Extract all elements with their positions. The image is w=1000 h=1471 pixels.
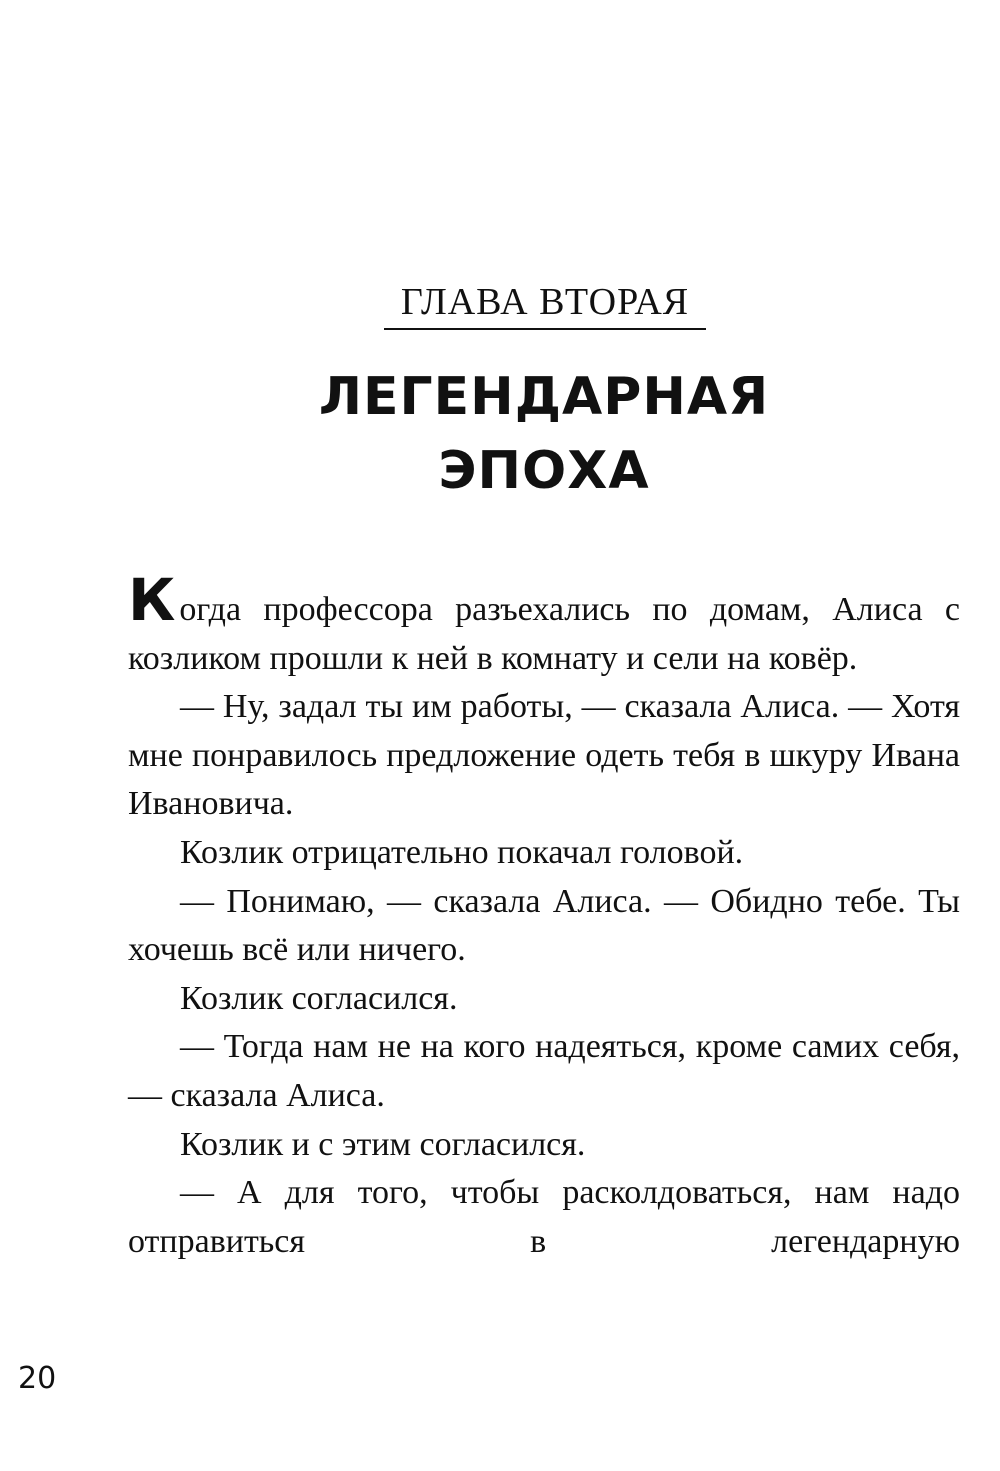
drop-cap: К xyxy=(128,566,176,634)
body-text xyxy=(128,566,960,1266)
paragraph-5: Козлик согласился. xyxy=(180,979,458,1017)
paragraph-1 xyxy=(128,566,960,683)
paragraph-6: — Тогда нам не на кого надеяться, кроме самих себя, — сказала Алиса. xyxy=(128,1028,960,1114)
chapter-title-line-2: ЭПОХА xyxy=(438,441,650,501)
paragraph-7: Козлик и с этим согласился. xyxy=(180,1125,586,1163)
paragraph-2: — Ну, задал ты им работы, — сказала Алиса. — Хотя мне понравилось предложение одеть тебя в шкуру Ивана Ивановича. xyxy=(128,688,960,823)
page-number: 20 xyxy=(18,1361,57,1396)
paragraph-3: Козлик отрицательно покачал головой. xyxy=(180,833,744,871)
paragraph-1-text: огда профессора разъехались по домам, Алиса с козликом прошли к ней в комнату и сели на ковёр. xyxy=(128,591,960,677)
chapter-label: ГЛАВА ВТОРАЯ xyxy=(384,282,706,330)
chapter-title xyxy=(300,360,788,508)
paragraph-4: — Понимаю, — сказала Алиса. — Обидно тебе. Ты хочешь всё или ничего. xyxy=(128,882,960,969)
chapter-title-line-1: ЛЕГЕНДАРНАЯ xyxy=(318,367,770,427)
paragraph-8: — А для того, чтобы расколдоваться, нам надо отправиться в легендарную xyxy=(128,1174,960,1260)
